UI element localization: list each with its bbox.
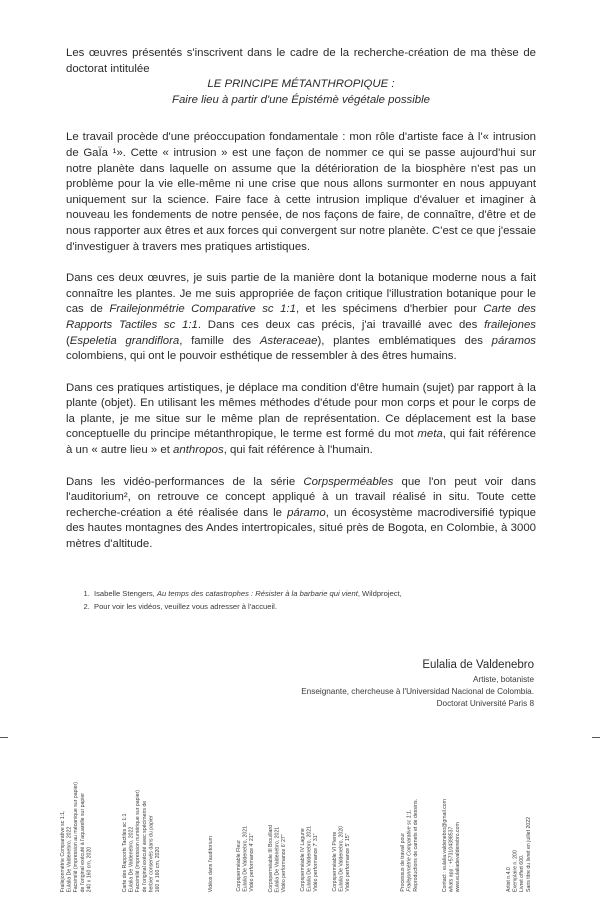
colophon-print-info: Artist n.4.0 Exemplaire n. 200 Livret offert 600. Sans titre du livret en juillet 2022 (506, 817, 532, 892)
signature-block (301, 658, 534, 710)
thesis-title: LE PRINCIPE MÉTANTHROPIQUE : (207, 78, 395, 91)
colophon-process: Processus de travail pour Frailejonmétrie Comparative sc 1:1, Reproductions de carnets et de dessins. (400, 799, 420, 892)
paragraph-3: Dans ces pratiques artistiques, je déplace ma condition d'être humain (sujet) par rapport à la plante (objet). En utilisant les mêmes méthodes d'étude pour mon corps et pour le corps de la plante, je me situe sur le même plan de représentation. Ce déplacement est la base conceptuelle du principe métanthropique, le terme est formé du mot meta, qui fait référence à un « autre lieu » et anthropos, qui fait référence à l'humain. (66, 381, 536, 457)
footnote-2: 2. Pour voir les vidéos, veuillez vous adresser à l'accueil. (92, 600, 540, 613)
body-text (66, 46, 536, 553)
crop-mark-left (0, 737, 8, 738)
paragraph-4: Dans les vidéo-performances de la série Corpsperméables que l'on peut voir dans l'auditorium², on retrouve ce concept appliqué à un travail réalisé in situ. Toute cette recherche-création a été réalisée dans le páramo, un écosystème macrodiversifié typique des hautes montagnes des Andes intertropicales, situé près de Bogota, en Colombie, à 3000 mètres d'altitude. (66, 475, 536, 551)
colophon-videos-heading: Vidéos dans l'auditorium (208, 835, 214, 892)
paragraph-2: Dans ces deux œuvres, je suis partie de la manière dont la botanique moderne nous a fait connaître les plantes. Je me suis appropriée de façon critique l'illustration botanique pour le cas de Frailejonmétrie Comparative sc 1:1, et les spécimens d'herbier pour Carte des Rapports Tactiles sc 1:1. Dans ces deux cas précis, j'ai travaillé avec des frailejones (Espeletia grandiflora, famille des Asteraceae), plantes emblématiques des páramos colombiens, qui ont le pouvoir esthétique de ressembler à des êtres humains. (66, 272, 536, 363)
colophon-artwork-1: Frailejonmétrie Comparative sc 1:1, Eulalia De Valdenebro, 2022 Facsimilé (impression au mécanique sur papier) de l'original exécuté à l'aquarelle sur papier 240 x 160 cm, 2020 (60, 781, 93, 892)
thesis-title-block (66, 77, 536, 108)
thesis-subtitle: Faire lieu à partir d'une Épistémè végétale possible (172, 93, 430, 106)
footnote-1: 1. Isabelle Stengers, Au temps des catastrophes : Résister à la barbarie qui vient, Wildproject, (92, 587, 540, 600)
colophon-artwork-2: Carte des Rapports Tactiles sc 1:1 Eulalia De Valdenebro, 2022 Facsimilé (impression numérique sur papier) de l'original exécuté avec spécimens de herbier conservés dans du papier 160 x 160 cm, 2020 (122, 789, 161, 892)
colophon (60, 752, 540, 892)
author-affiliation: Enseignante, chercheuse à l'Universidad Nacional de Colombia. (301, 687, 534, 696)
author-name: Eulalia de Valdenebro (422, 659, 534, 671)
footnotes (80, 587, 540, 613)
intro-paragraph: Les œuvres présentés s'inscrivent dans le cadre de la recherche-création de ma thèse de doctorat intitulée (66, 47, 536, 75)
colophon-video-2: Corpsperméable III Brouillard Eulalia De Valdenebro, 2021 Vidéo performance 6' 27" (268, 824, 288, 892)
colophon-video-1: Corpsperméable Fleur Eulalia De Valdenebro, 2021 Vidéo performance 4' 21" (236, 826, 256, 892)
colophon-video-3: Corpsperméable IV Lagune Eulalia De Valdenebro, 2021 Vidéo performance 7' 31" (300, 826, 320, 892)
author-role: Artiste, botaniste (473, 675, 534, 684)
author-doctorate: Doctorat Université Paris 8 (436, 699, 534, 708)
colophon-contact: Contact : eulalia.valdenebro@gmail.com whats app : +573104398537 www.eulaliadevaldenebro.com (442, 798, 462, 892)
crop-mark-right (592, 737, 600, 738)
paragraph-1: Le travail procède d'une préoccupation fondamentale : mon rôle d'artiste face à l'« intrusion de GaÏa ¹». Cette « intrusion » est une façon de nommer ce qui se passe aujourd'hui sur notre planète dans laquelle on assume que la détérioration de la biosphère n'est pas un problème pour la vie elle-même ni une crise que nous allons surmonter en nous appuyant uniquement sur la science. Faire face à cette intrusion implique d'évaluer et imaginer à nouveau les fondements de notre pensée, de nos façons de faire, de connaître, d'être et de nous rapporter aux êtres et aux forces qui convergent sur notre planète. C'est ce que j'essaie d'investiguer à travers mes pratiques artistiques. (66, 131, 536, 253)
colophon-video-4: Corpsperméable VI Pierre Eulalia De Valdenebro, 2020 Vidéo performance 5' 15" (332, 826, 352, 892)
